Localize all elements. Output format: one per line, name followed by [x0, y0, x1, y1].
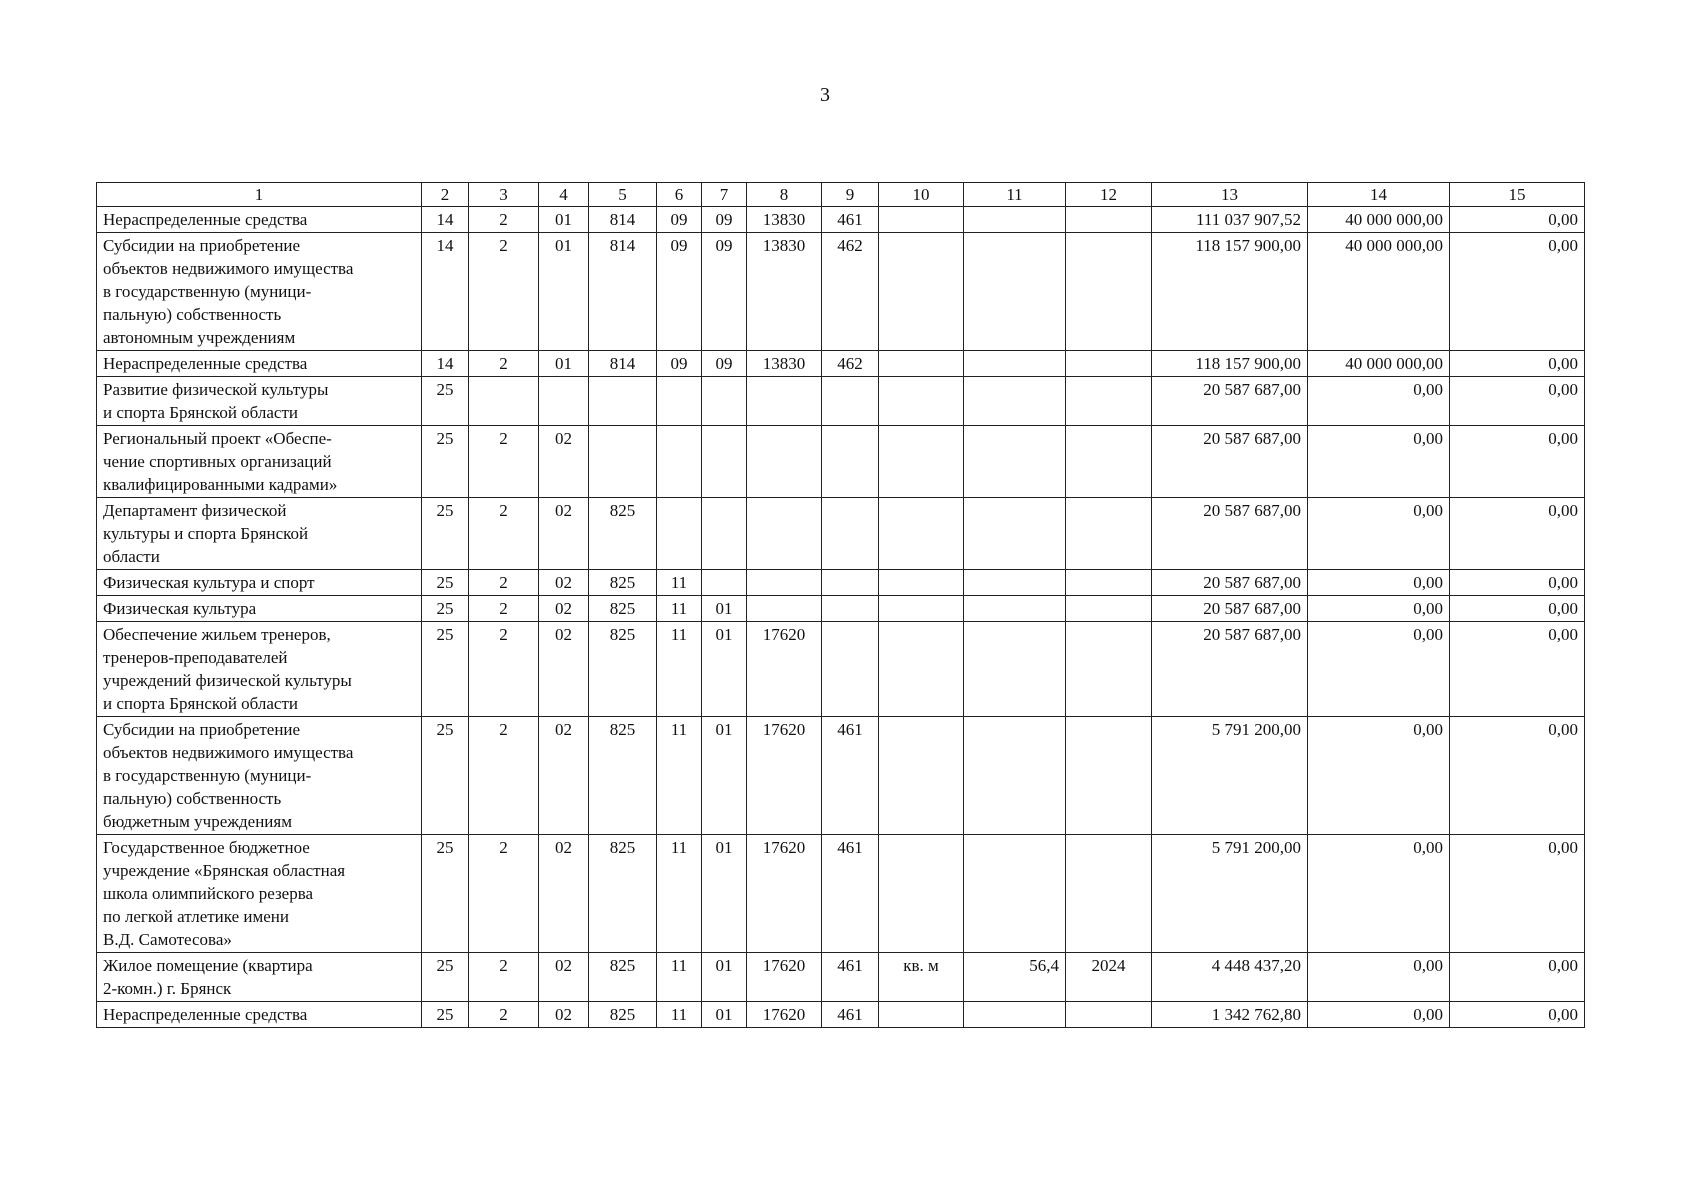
table-row: [97, 953, 1585, 1002]
table-cell: 825: [589, 717, 657, 835]
table-cell: [657, 498, 702, 570]
table-cell: 09: [702, 351, 747, 377]
table-cell: 56,4: [964, 953, 1066, 1002]
column-header: 5: [589, 183, 657, 207]
row-name-cell: Развитие физической культуры и спорта Брянской области: [97, 377, 422, 426]
table-cell: [879, 377, 964, 426]
row-name-cell: Субсидии на приобретение объектов недвижимого имущества в государственную (муници- пальную) собственность бюджетным учреждениям: [97, 717, 422, 835]
table-cell: [702, 377, 747, 426]
table-cell: 0,00: [1450, 717, 1585, 835]
row-name-cell: Региональный проект «Обеспе- чение спортивных организаций квалифицированными кадрами»: [97, 426, 422, 498]
table-cell: 0,00: [1308, 622, 1450, 717]
table-cell: 1 342 762,80: [1152, 1002, 1308, 1028]
row-name-cell: Субсидии на приобретение объектов недвижимого имущества в государственную (муници- пальную) собственность автономным учреждениям: [97, 233, 422, 351]
table-body: [97, 183, 1585, 1028]
column-header: 15: [1450, 183, 1585, 207]
table-row: [97, 717, 1585, 835]
table-cell: 825: [589, 1002, 657, 1028]
table-cell: 17620: [747, 717, 822, 835]
column-header: 8: [747, 183, 822, 207]
table-cell: 4 448 437,20: [1152, 953, 1308, 1002]
table-cell: 0,00: [1450, 498, 1585, 570]
table-cell: [1066, 622, 1152, 717]
table-cell: [879, 717, 964, 835]
table-cell: 0,00: [1450, 622, 1585, 717]
table-cell: 0,00: [1450, 426, 1585, 498]
table-cell: [1066, 426, 1152, 498]
table-cell: 2: [469, 596, 539, 622]
table-cell: [879, 351, 964, 377]
table-cell: 25: [422, 596, 469, 622]
table-cell: 20 587 687,00: [1152, 596, 1308, 622]
table-cell: 01: [702, 1002, 747, 1028]
table-cell: 0,00: [1308, 717, 1450, 835]
table-cell: 0,00: [1450, 207, 1585, 233]
table-cell: [964, 596, 1066, 622]
table-cell: [657, 426, 702, 498]
table-cell: [702, 570, 747, 596]
table-cell: 825: [589, 570, 657, 596]
row-name-cell: Физическая культура и спорт: [97, 570, 422, 596]
table-cell: 09: [702, 207, 747, 233]
table-cell: 461: [822, 953, 879, 1002]
table-cell: 20 587 687,00: [1152, 570, 1308, 596]
table-cell: 40 000 000,00: [1308, 233, 1450, 351]
table-cell: 20 587 687,00: [1152, 426, 1308, 498]
table-cell: [964, 1002, 1066, 1028]
table-cell: [702, 426, 747, 498]
table-cell: 0,00: [1450, 233, 1585, 351]
table-cell: 814: [589, 351, 657, 377]
table-cell: 2: [469, 622, 539, 717]
table-cell: 2: [469, 498, 539, 570]
table-row: [97, 622, 1585, 717]
table-cell: [964, 377, 1066, 426]
page-number: 3: [820, 84, 830, 106]
table-cell: [1066, 233, 1152, 351]
table-cell: 461: [822, 1002, 879, 1028]
table-cell: [1066, 1002, 1152, 1028]
table-row: [97, 596, 1585, 622]
table-cell: [822, 622, 879, 717]
table-cell: 814: [589, 207, 657, 233]
table-cell: [879, 596, 964, 622]
table-cell: 25: [422, 1002, 469, 1028]
table-cell: 111 037 907,52: [1152, 207, 1308, 233]
table-cell: [1066, 377, 1152, 426]
column-header: 3: [469, 183, 539, 207]
table-cell: 0,00: [1308, 596, 1450, 622]
table-cell: [1066, 717, 1152, 835]
table-cell: [747, 426, 822, 498]
table-cell: 17620: [747, 1002, 822, 1028]
column-header: 14: [1308, 183, 1450, 207]
table-cell: [822, 377, 879, 426]
table-row: [97, 835, 1585, 953]
table-cell: [469, 377, 539, 426]
table-cell: 0,00: [1308, 953, 1450, 1002]
table-cell: 11: [657, 835, 702, 953]
table-cell: [879, 498, 964, 570]
table-cell: 2: [469, 1002, 539, 1028]
table-cell: 0,00: [1308, 498, 1450, 570]
table-cell: 25: [422, 835, 469, 953]
table-cell: 09: [657, 351, 702, 377]
table-cell: 5 791 200,00: [1152, 835, 1308, 953]
table-cell: 461: [822, 717, 879, 835]
table-cell: 461: [822, 207, 879, 233]
table-cell: 17620: [747, 835, 822, 953]
table-cell: 11: [657, 953, 702, 1002]
table-cell: 2024: [1066, 953, 1152, 1002]
table-cell: 462: [822, 351, 879, 377]
table-cell: 825: [589, 835, 657, 953]
table-cell: 118 157 900,00: [1152, 351, 1308, 377]
table-cell: 01: [702, 717, 747, 835]
table-cell: 25: [422, 377, 469, 426]
table-cell: 40 000 000,00: [1308, 207, 1450, 233]
table-cell: 0,00: [1450, 570, 1585, 596]
table-cell: [879, 426, 964, 498]
table-cell: 2: [469, 717, 539, 835]
table-cell: 825: [589, 498, 657, 570]
table-cell: 11: [657, 622, 702, 717]
table-cell: [879, 570, 964, 596]
table-cell: 01: [539, 233, 589, 351]
column-header: 9: [822, 183, 879, 207]
row-name-cell: Нераспределенные средства: [97, 351, 422, 377]
table-cell: [747, 377, 822, 426]
table-cell: [964, 351, 1066, 377]
table-cell: [964, 426, 1066, 498]
table-cell: [702, 498, 747, 570]
table-cell: 0,00: [1308, 570, 1450, 596]
table-row: [97, 1002, 1585, 1028]
table-row: [97, 351, 1585, 377]
table-cell: [964, 717, 1066, 835]
table-cell: [539, 377, 589, 426]
table-cell: 17620: [747, 953, 822, 1002]
table-cell: [964, 835, 1066, 953]
column-header-row: [97, 183, 1585, 207]
table-cell: [657, 377, 702, 426]
table-row: [97, 233, 1585, 351]
table-cell: [589, 426, 657, 498]
table-cell: [822, 570, 879, 596]
table-cell: 02: [539, 953, 589, 1002]
column-header: 2: [422, 183, 469, 207]
table-cell: 0,00: [1308, 1002, 1450, 1028]
row-name-cell: Жилое помещение (квартира 2-комн.) г. Брянск: [97, 953, 422, 1002]
column-header: 1: [97, 183, 422, 207]
table-cell: 0,00: [1308, 377, 1450, 426]
table-cell: 0,00: [1450, 377, 1585, 426]
table-cell: [747, 498, 822, 570]
column-header: 13: [1152, 183, 1308, 207]
table-cell: [1066, 570, 1152, 596]
table-cell: 01: [702, 953, 747, 1002]
table-cell: 25: [422, 498, 469, 570]
column-header: 7: [702, 183, 747, 207]
table-cell: 25: [422, 426, 469, 498]
table-cell: 11: [657, 570, 702, 596]
table-cell: 814: [589, 233, 657, 351]
table-cell: 825: [589, 596, 657, 622]
table-cell: [964, 622, 1066, 717]
table-cell: [964, 570, 1066, 596]
table-cell: 5 791 200,00: [1152, 717, 1308, 835]
table-cell: [822, 596, 879, 622]
table-cell: 825: [589, 622, 657, 717]
table-cell: 20 587 687,00: [1152, 377, 1308, 426]
table-cell: 2: [469, 570, 539, 596]
row-name-cell: Департамент физической культуры и спорта Брянской области: [97, 498, 422, 570]
table-cell: 14: [422, 351, 469, 377]
table-cell: 02: [539, 1002, 589, 1028]
table-cell: 0,00: [1450, 596, 1585, 622]
table-cell: [822, 426, 879, 498]
table-cell: 01: [702, 622, 747, 717]
table-cell: [964, 207, 1066, 233]
row-name-cell: Государственное бюджетное учреждение «Брянская областная школа олимпийского резерва по легкой атлетике имени В.Д. Самотесова»: [97, 835, 422, 953]
row-name-cell: Обеспечение жильем тренеров, тренеров-преподавателей учреждений физической культуры и спорта Брянской области: [97, 622, 422, 717]
table-cell: 02: [539, 622, 589, 717]
table-cell: [589, 377, 657, 426]
table-cell: 11: [657, 1002, 702, 1028]
table-cell: 13830: [747, 233, 822, 351]
table-cell: 118 157 900,00: [1152, 233, 1308, 351]
table-cell: 01: [539, 207, 589, 233]
table-row: [97, 207, 1585, 233]
table-cell: 09: [657, 233, 702, 351]
table-cell: 462: [822, 233, 879, 351]
table-cell: [879, 835, 964, 953]
table-row: [97, 377, 1585, 426]
table-cell: 02: [539, 835, 589, 953]
table-cell: 2: [469, 835, 539, 953]
table-cell: 2: [469, 207, 539, 233]
table-cell: 825: [589, 953, 657, 1002]
table-cell: 0,00: [1450, 351, 1585, 377]
table-cell: 40 000 000,00: [1308, 351, 1450, 377]
table-cell: [879, 233, 964, 351]
table-cell: 02: [539, 426, 589, 498]
table-cell: 09: [657, 207, 702, 233]
table-cell: [964, 498, 1066, 570]
table-cell: 02: [539, 570, 589, 596]
table-cell: 2: [469, 426, 539, 498]
table-cell: 14: [422, 207, 469, 233]
table-cell: 13830: [747, 351, 822, 377]
table-cell: 25: [422, 717, 469, 835]
table-cell: 01: [702, 835, 747, 953]
table-cell: 14: [422, 233, 469, 351]
table-cell: 2: [469, 351, 539, 377]
table-cell: 20 587 687,00: [1152, 498, 1308, 570]
column-header: 4: [539, 183, 589, 207]
table-cell: [747, 570, 822, 596]
table-cell: 02: [539, 717, 589, 835]
table-cell: кв. м: [879, 953, 964, 1002]
row-name-cell: Физическая культура: [97, 596, 422, 622]
table-cell: [1066, 835, 1152, 953]
table-cell: 11: [657, 717, 702, 835]
row-name-cell: Нераспределенные средства: [97, 1002, 422, 1028]
table-cell: 2: [469, 233, 539, 351]
table-cell: 0,00: [1450, 1002, 1585, 1028]
column-header: 10: [879, 183, 964, 207]
table-cell: 0,00: [1450, 953, 1585, 1002]
table-cell: [964, 233, 1066, 351]
table-cell: 09: [702, 233, 747, 351]
table-cell: [1066, 351, 1152, 377]
table-cell: 01: [539, 351, 589, 377]
row-name-cell: Нераспределенные средства: [97, 207, 422, 233]
column-header: 12: [1066, 183, 1152, 207]
table-cell: [879, 207, 964, 233]
table-cell: [1066, 207, 1152, 233]
table-cell: 25: [422, 570, 469, 596]
table-cell: [822, 498, 879, 570]
table-cell: 25: [422, 622, 469, 717]
column-header: 11: [964, 183, 1066, 207]
column-header: 6: [657, 183, 702, 207]
table-row: [97, 570, 1585, 596]
table-cell: 02: [539, 498, 589, 570]
table-cell: 13830: [747, 207, 822, 233]
table-cell: 17620: [747, 622, 822, 717]
table-row: [97, 426, 1585, 498]
table-cell: 0,00: [1450, 835, 1585, 953]
table-cell: 0,00: [1308, 426, 1450, 498]
table-cell: 02: [539, 596, 589, 622]
table-cell: 25: [422, 953, 469, 1002]
table-cell: [879, 1002, 964, 1028]
budget-table: [96, 182, 1585, 1028]
table-row: [97, 498, 1585, 570]
table-cell: [747, 596, 822, 622]
table-cell: [1066, 596, 1152, 622]
table-cell: 461: [822, 835, 879, 953]
table-cell: 2: [469, 953, 539, 1002]
table-cell: 20 587 687,00: [1152, 622, 1308, 717]
table-cell: [879, 622, 964, 717]
table-cell: 0,00: [1308, 835, 1450, 953]
table-cell: [1066, 498, 1152, 570]
table-cell: 11: [657, 596, 702, 622]
table-cell: 01: [702, 596, 747, 622]
